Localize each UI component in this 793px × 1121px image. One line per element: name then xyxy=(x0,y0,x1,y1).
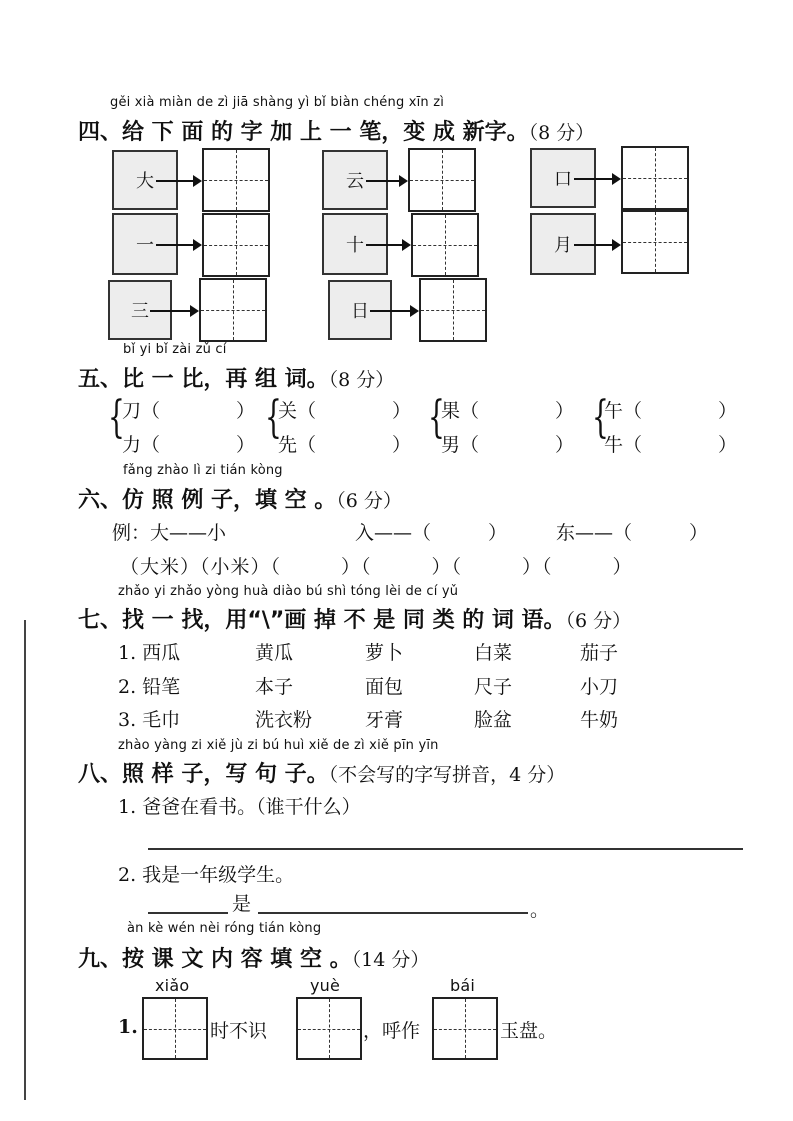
s4-answer-box-3[interactable] xyxy=(621,146,689,210)
s4-char-4: 一 xyxy=(136,235,154,256)
s4-char-5: 十 xyxy=(346,235,364,256)
s7-r2-c5[interactable]: 小刀 xyxy=(580,676,619,698)
s8-period: 。 xyxy=(530,899,550,921)
s8-answer-line-1[interactable] xyxy=(148,848,743,850)
s7-r3-c5[interactable]: 牛奶 xyxy=(580,709,619,731)
s7-r3-c3[interactable]: 牙膏 xyxy=(365,709,404,731)
s4-arrow-6 xyxy=(574,244,619,246)
s7-r3-c4[interactable]: 脸盆 xyxy=(474,709,513,731)
s9-title: 九、按 课 文 内 容 填 空 。（14 分） xyxy=(78,947,430,972)
s4-arrow-5 xyxy=(366,244,409,246)
s4-answer-box-4[interactable] xyxy=(202,213,270,277)
pair-2-top[interactable]: 关（ ） xyxy=(278,400,412,422)
brace-1: { xyxy=(108,392,125,443)
s4-char-7: 三 xyxy=(131,301,149,322)
s7-r3-c2[interactable]: 洗衣粉 xyxy=(255,709,313,731)
s4-arrow-2 xyxy=(366,180,406,182)
s6-row-2[interactable]: （大米）（小米）（ ）（ ）（ ）（ ） xyxy=(120,556,633,578)
s6-item-2[interactable]: 入——（ ） xyxy=(355,522,508,544)
s7-r2-c4[interactable]: 尺子 xyxy=(474,676,513,698)
pair-4-top[interactable]: 午（ ） xyxy=(604,400,738,422)
s8-item-1: 1. 爸爸在看书。（谁干什么） xyxy=(118,796,361,818)
s4-char-8: 日 xyxy=(351,301,369,322)
s4-arrow-3 xyxy=(574,178,619,180)
s7-title: 七、找 一 找，用“\”画 掉 不 是 同 类 的 词 语。（6 分） xyxy=(78,608,632,633)
s4-arrow-8 xyxy=(370,310,417,312)
s4-char-2: 云 xyxy=(346,171,364,192)
s8-answer-line-2b[interactable] xyxy=(258,912,528,914)
s7-r1-c3[interactable]: 萝卜 xyxy=(365,642,404,664)
s9-points: （14 分） xyxy=(351,949,430,971)
s9-box-3[interactable] xyxy=(432,997,498,1060)
s6-example: 例：大——小 xyxy=(112,522,227,544)
s9-number: 1. xyxy=(118,1016,138,1038)
s6-pinyin: fǎng zhào lì zi tián kòng xyxy=(123,463,283,478)
s8-title: 八、照 样 子，写 句 子。（不会写的字写拼音，4 分） xyxy=(78,762,566,787)
s4-answer-box-1[interactable] xyxy=(202,148,270,212)
s9-pinyin: àn kè wén nèi róng tián kòng xyxy=(127,921,322,936)
s9-box-1[interactable] xyxy=(142,997,208,1060)
s6-points: （6 分） xyxy=(336,490,402,512)
s7-r2-c3[interactable]: 面包 xyxy=(365,676,404,698)
s9-text-3: 玉盘。 xyxy=(500,1020,558,1042)
s4-pinyin: gěi xià miàn de zì jiā shàng yì bǐ biàn chéng xīn zì xyxy=(110,95,445,110)
pair-1-bottom[interactable]: 力（ ） xyxy=(122,434,256,456)
s7-r1-c1[interactable]: 1. 西瓜 xyxy=(118,642,181,664)
s9-pinyin-bai: bái xyxy=(450,976,476,995)
s5-points: （8 分） xyxy=(328,369,395,391)
brace-3: { xyxy=(428,392,445,443)
s9-text-1: 时不识 xyxy=(210,1020,268,1042)
pair-3-top[interactable]: 果（ ） xyxy=(441,400,575,422)
s8-points: （不会写的字写拼音，4 分） xyxy=(328,764,566,786)
pair-1-top[interactable]: 刀（ ） xyxy=(122,400,256,422)
s4-arrow-1 xyxy=(156,180,200,182)
s4-title: 四、给 下 面 的 字 加 上 一 笔，变 成 新字。（8 分） xyxy=(78,120,595,145)
s9-pinyin-xiao: xiǎo xyxy=(155,976,190,995)
s7-r1-c4[interactable]: 白菜 xyxy=(474,642,513,664)
s9-pinyin-yue: yuè xyxy=(310,976,341,995)
s4-points: （8 分） xyxy=(528,122,595,144)
s6-title: 六、仿 照 例 子，填 空 。（6 分） xyxy=(78,488,402,513)
s4-char-1: 大 xyxy=(136,171,154,192)
brace-2: { xyxy=(265,392,282,443)
s9-text-2: ，呼作 xyxy=(363,1020,421,1042)
pair-4-bottom[interactable]: 牛（ ） xyxy=(604,434,738,456)
s7-r3-c1[interactable]: 3. 毛巾 xyxy=(118,709,181,731)
s5-title: 五、比 一 比，再 组 词。（8 分） xyxy=(78,367,395,392)
s8-shi: 是 xyxy=(232,893,252,915)
s7-r2-c1[interactable]: 2. 铅笔 xyxy=(118,676,181,698)
s7-r1-c2[interactable]: 黄瓜 xyxy=(255,642,294,664)
s4-answer-box-7[interactable] xyxy=(199,278,267,342)
s4-answer-box-2[interactable] xyxy=(408,148,476,212)
s8-item-2: 2. 我是一年级学生。 xyxy=(118,864,295,886)
s4-arrow-4 xyxy=(156,244,200,246)
s8-pinyin: zhào yàng zi xiě jù zi bú huì xiě de zì xiě pīn yīn xyxy=(118,738,439,753)
s4-char-6: 月 xyxy=(554,235,572,256)
s7-r2-c2[interactable]: 本子 xyxy=(255,676,294,698)
s4-answer-box-5[interactable] xyxy=(411,213,479,277)
pair-2-bottom[interactable]: 先（ ） xyxy=(278,434,412,456)
s7-points: （6 分） xyxy=(565,610,632,632)
s4-answer-box-6[interactable] xyxy=(621,210,689,274)
s4-answer-box-8[interactable] xyxy=(419,278,487,342)
s8-answer-line-2a[interactable] xyxy=(148,912,228,914)
s4-char-3: 口 xyxy=(554,169,572,190)
page-margin-line xyxy=(24,620,26,1100)
brace-4: { xyxy=(592,392,609,443)
s7-pinyin: zhǎo yi zhǎo yòng huà diào bú shì tóng lèi de cí yǔ xyxy=(118,584,459,599)
s5-pinyin: bǐ yi bǐ zài zǔ cí xyxy=(123,342,227,357)
s4-arrow-7 xyxy=(150,310,197,312)
s9-box-2[interactable] xyxy=(296,997,362,1060)
s6-item-3[interactable]: 东——（ ） xyxy=(556,522,709,544)
s7-r1-c5[interactable]: 茄子 xyxy=(580,642,619,664)
pair-3-bottom[interactable]: 男（ ） xyxy=(441,434,575,456)
